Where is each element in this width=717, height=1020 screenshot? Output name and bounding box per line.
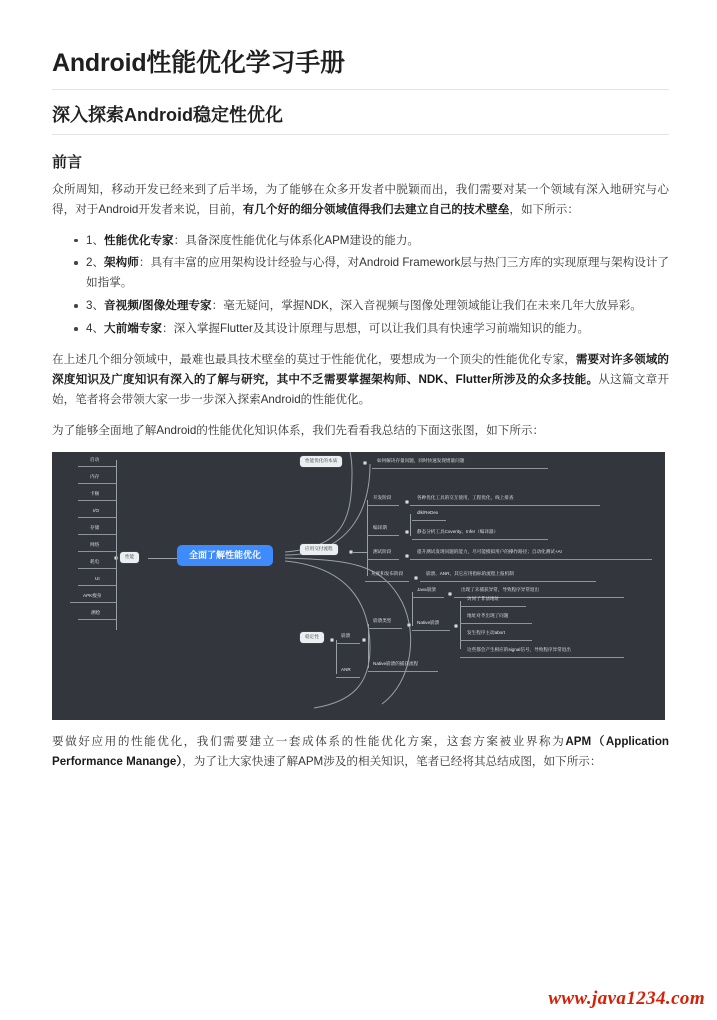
- mindmap-leaf-cehui[interactable]: 测绘: [91, 609, 101, 615]
- title-divider: [52, 89, 669, 90]
- mindmap-sub-rule: [368, 628, 402, 629]
- mindmap-detail-rule: [460, 640, 532, 641]
- mindmap-detail-release-stage[interactable]: 崩溃、ANR、其它应用指标的流程上报机制: [426, 570, 514, 576]
- mindmap-detail-rule: [412, 520, 446, 521]
- mindmap-leaf-rule: [78, 534, 116, 535]
- mindmap-dot: [362, 638, 366, 642]
- mindmap-node-performance[interactable]: 性能: [120, 552, 139, 563]
- list-item-index: 4、: [86, 322, 105, 336]
- paragraph-figure-intro: 为了能够全面地了解Android的性能优化知识体系，我们先看看我总结的下面这张图，如下所示：: [52, 424, 545, 438]
- mindmap-sub-crash-type[interactable]: 崩溃类型: [373, 617, 392, 623]
- mindmap-detail-native-2[interactable]: 地址对齐出现了问题: [467, 612, 509, 618]
- list-item-body: ：毫无疑问，掌握NDK，深入音视频与图像处理领域能让我们在未来几年大放异彩。: [211, 299, 642, 313]
- mindmap-detail-native-4[interactable]: 这些都会产生相应的signal信号，导致程序异常退出: [467, 646, 571, 652]
- mindmap-leaf-rule: [78, 619, 116, 620]
- mindmap-curves: [52, 452, 665, 720]
- mindmap-leaf-neicun[interactable]: 内存: [90, 473, 100, 479]
- mindmap-sub-rule: [412, 630, 450, 631]
- mindmap-connector: [368, 624, 369, 668]
- mindmap-sub-rule: [365, 581, 409, 582]
- mindmap-sub-rule: [336, 643, 360, 644]
- mindmap-leaf-rule: [70, 602, 116, 603]
- mindmap-sub-rule: [367, 559, 399, 560]
- mindmap-connector: [148, 558, 177, 559]
- mindmap-leaf-rule: [78, 500, 116, 501]
- page-title: Android性能优化学习手册: [52, 49, 345, 77]
- list-item-body: ：具有丰富的应用架构设计经验与心得，对Android Framework层与热门三方库的实现原理与架构设计了如指掌。: [86, 256, 669, 290]
- list-item-index: 3、: [86, 299, 105, 313]
- mindmap-leaf-rule: [78, 551, 116, 552]
- mindmap-leaf-cunchu[interactable]: 存储: [90, 524, 100, 530]
- paragraph-barrier: [52, 350, 669, 410]
- paragraph-intro-part3: ，如下所示：: [509, 202, 579, 216]
- mindmap-dot: [407, 623, 411, 627]
- mindmap-detail-rule: [412, 539, 548, 540]
- watermark: www.java1234.com: [548, 988, 705, 1009]
- mindmap-sub-native-crash[interactable]: Native崩溃: [417, 619, 440, 625]
- paragraph-apm-part1: 要做好应用的性能优化，我们需要建立一套成体系的性能优化方案，这套方案被业界称为: [52, 734, 566, 748]
- paragraph-barrier-emphasis: 需要对许多领域的深度知识及广度知识有深入的了解与研究，其中不乏需要掌握架构师、NDK、Flutter所涉及的众多技能。: [52, 353, 669, 387]
- mindmap-node-stability[interactable]: 稳定性: [300, 632, 324, 643]
- mindmap-connector: [116, 558, 117, 630]
- list-item-term: 大前端专家: [104, 322, 163, 336]
- mindmap-leaf-rule: [78, 568, 116, 569]
- mindmap-sub-rule: [367, 505, 399, 506]
- mindmap-leaf-apk[interactable]: APK瘦身: [83, 592, 102, 598]
- paragraph-barrier-part3: 从这篇文章开始，笔者将会带领大家一步一步深入探索Android的性能优化。: [52, 373, 669, 407]
- mindmap-leaf-rule: [78, 466, 116, 467]
- mindmap-figure: [52, 452, 665, 720]
- mindmap-dot: [405, 530, 409, 534]
- mindmap-sub-rule: [367, 535, 399, 536]
- mindmap-leaf-rule: [78, 585, 116, 586]
- preface-heading: 前言: [52, 153, 83, 171]
- mindmap-dot: [363, 461, 367, 465]
- mindmap-dot: [414, 576, 418, 580]
- mindmap-sub-dev-stage[interactable]: 开发阶段: [373, 494, 392, 500]
- mindmap-detail-rule: [460, 606, 526, 607]
- mindmap-sub-rule: [336, 677, 360, 678]
- mindmap-detail-essence[interactable]: 如何解决存量问题，同时快速发现增量问题: [377, 457, 465, 463]
- mindmap-connector: [336, 640, 337, 674]
- mindmap-detail-rule: [420, 581, 596, 582]
- mindmap-leaf-qidong[interactable]: 启动: [90, 456, 100, 462]
- list-item: [74, 253, 669, 293]
- list-item-index: 1、: [86, 233, 105, 247]
- mindmap-dot: [405, 500, 409, 504]
- mindmap-center-node[interactable]: 全面了解性能优化: [177, 545, 273, 566]
- paragraph-intro: [52, 180, 669, 220]
- mindmap-connector: [410, 514, 411, 536]
- domain-list: [52, 231, 669, 340]
- mindmap-detail-rule: [410, 505, 600, 506]
- list-item: [74, 319, 669, 339]
- mindmap-sub-rule: [412, 597, 444, 598]
- list-item-index: 2、: [86, 256, 105, 270]
- mindmap-sub-native-flow[interactable]: Native崩溃的捕获流程: [373, 660, 419, 666]
- list-item-term: 架构师: [104, 256, 139, 270]
- mindmap-sub-compile[interactable]: 编译期: [373, 524, 387, 530]
- mindmap-detail-test-stage[interactable]: 提升测试发现问题的能力，尽可能模拟用户的操作路径；自动化测试+AI: [417, 548, 562, 554]
- section-divider: [52, 134, 669, 135]
- mindmap-detail-native-1[interactable]: 访问了非法地址: [467, 595, 500, 601]
- mindmap-detail-rule: [460, 623, 532, 624]
- mindmap-connector: [116, 460, 117, 560]
- mindmap-detail-dev-stage[interactable]: 各种优化工具的交互使用，工程优化，线上排查: [417, 494, 514, 500]
- mindmap-sub-anr[interactable]: ANR: [341, 666, 351, 672]
- mindmap-dot: [405, 554, 409, 558]
- list-item-term: 音视频/图像处理专家: [104, 299, 212, 313]
- section-title: 深入探索Android稳定性优化: [52, 105, 283, 126]
- mindmap-node-delivery[interactable]: 应用交付流程: [300, 544, 338, 555]
- mindmap-detail-native-3[interactable]: 发生程序主动abort: [467, 629, 506, 635]
- mindmap-leaf-haodian[interactable]: 耗电: [90, 558, 100, 564]
- mindmap-leaf-io[interactable]: I/O: [93, 507, 100, 513]
- mindmap-leaf-rule: [78, 483, 116, 484]
- mindmap-leaf-ui[interactable]: UI: [95, 575, 100, 581]
- mindmap-sub-release-stage[interactable]: 灰度和发布阶段: [371, 570, 404, 576]
- mindmap-leaf-wangluo[interactable]: 网络: [90, 541, 100, 547]
- list-item-term: 性能优化专家: [104, 233, 174, 247]
- list-item-body: ：深入掌握Flutter及其设计原理与思想，可以让我们具有快速学习前端知识的能力。: [162, 322, 590, 336]
- mindmap-dot: [454, 624, 458, 628]
- mindmap-sub-test-stage[interactable]: 测试阶段: [373, 548, 392, 554]
- mindmap-connector: [460, 601, 461, 649]
- mindmap-leaf-rule: [78, 517, 116, 518]
- paragraph-barrier-part1: 在上述几个细分领域中，最难也最具技术壁垒的莫过于性能优化，要想成为一个顶尖的性能优化专家，: [52, 353, 576, 367]
- mindmap-detail-rule: [460, 657, 624, 658]
- paragraph-intro-emphasis: 有几个好的细分领域值得我们去建立自己的技术壁垒: [242, 202, 510, 216]
- mindmap-detail-rule: [372, 468, 548, 469]
- mindmap-sub-rule: [368, 671, 438, 672]
- mindmap-detail-redex[interactable]: dlk/ReDex: [417, 509, 439, 515]
- mindmap-detail-java-crash[interactable]: 出现了未捕获异常，导致程序异常退出: [461, 586, 540, 592]
- mindmap-detail-rule: [410, 559, 652, 560]
- mindmap-detail-static-analysis[interactable]: 静态分析工具Coverity、Infer（编译器）: [417, 528, 499, 534]
- mindmap-connector: [353, 552, 367, 553]
- mindmap-leaf-kadun[interactable]: 卡顿: [90, 490, 100, 496]
- list-item: [74, 296, 669, 316]
- paragraph-intro-part1: 众所周知，移动开发已经来到了后半场，为了能够在众多开发者中脱颖而出，我们需要对某一个领域有深入地研究与心得，对于Android开发者来说，目前，: [52, 182, 669, 216]
- paragraph-apm-emphasis: APM（Application Performance Manange）: [52, 734, 669, 768]
- mindmap-dot: [330, 638, 334, 642]
- paragraph-apm-part3: ，为了让大家快速了解APM涉及的相关知识，笔者已经将其总结成图，如下所示：: [182, 754, 602, 768]
- mindmap-connector: [367, 500, 368, 576]
- list-item: [74, 231, 669, 251]
- list-item-body: ：具备深度性能优化与体系化APM建设的能力。: [173, 233, 420, 247]
- mindmap-sub-crash[interactable]: 崩溃: [341, 632, 351, 638]
- mindmap-node-essence[interactable]: 性能优化的本质: [300, 456, 342, 467]
- paragraph-apm: [52, 732, 669, 772]
- mindmap-dot: [448, 592, 452, 596]
- mindmap-sub-java-crash[interactable]: Java崩溃: [417, 586, 436, 592]
